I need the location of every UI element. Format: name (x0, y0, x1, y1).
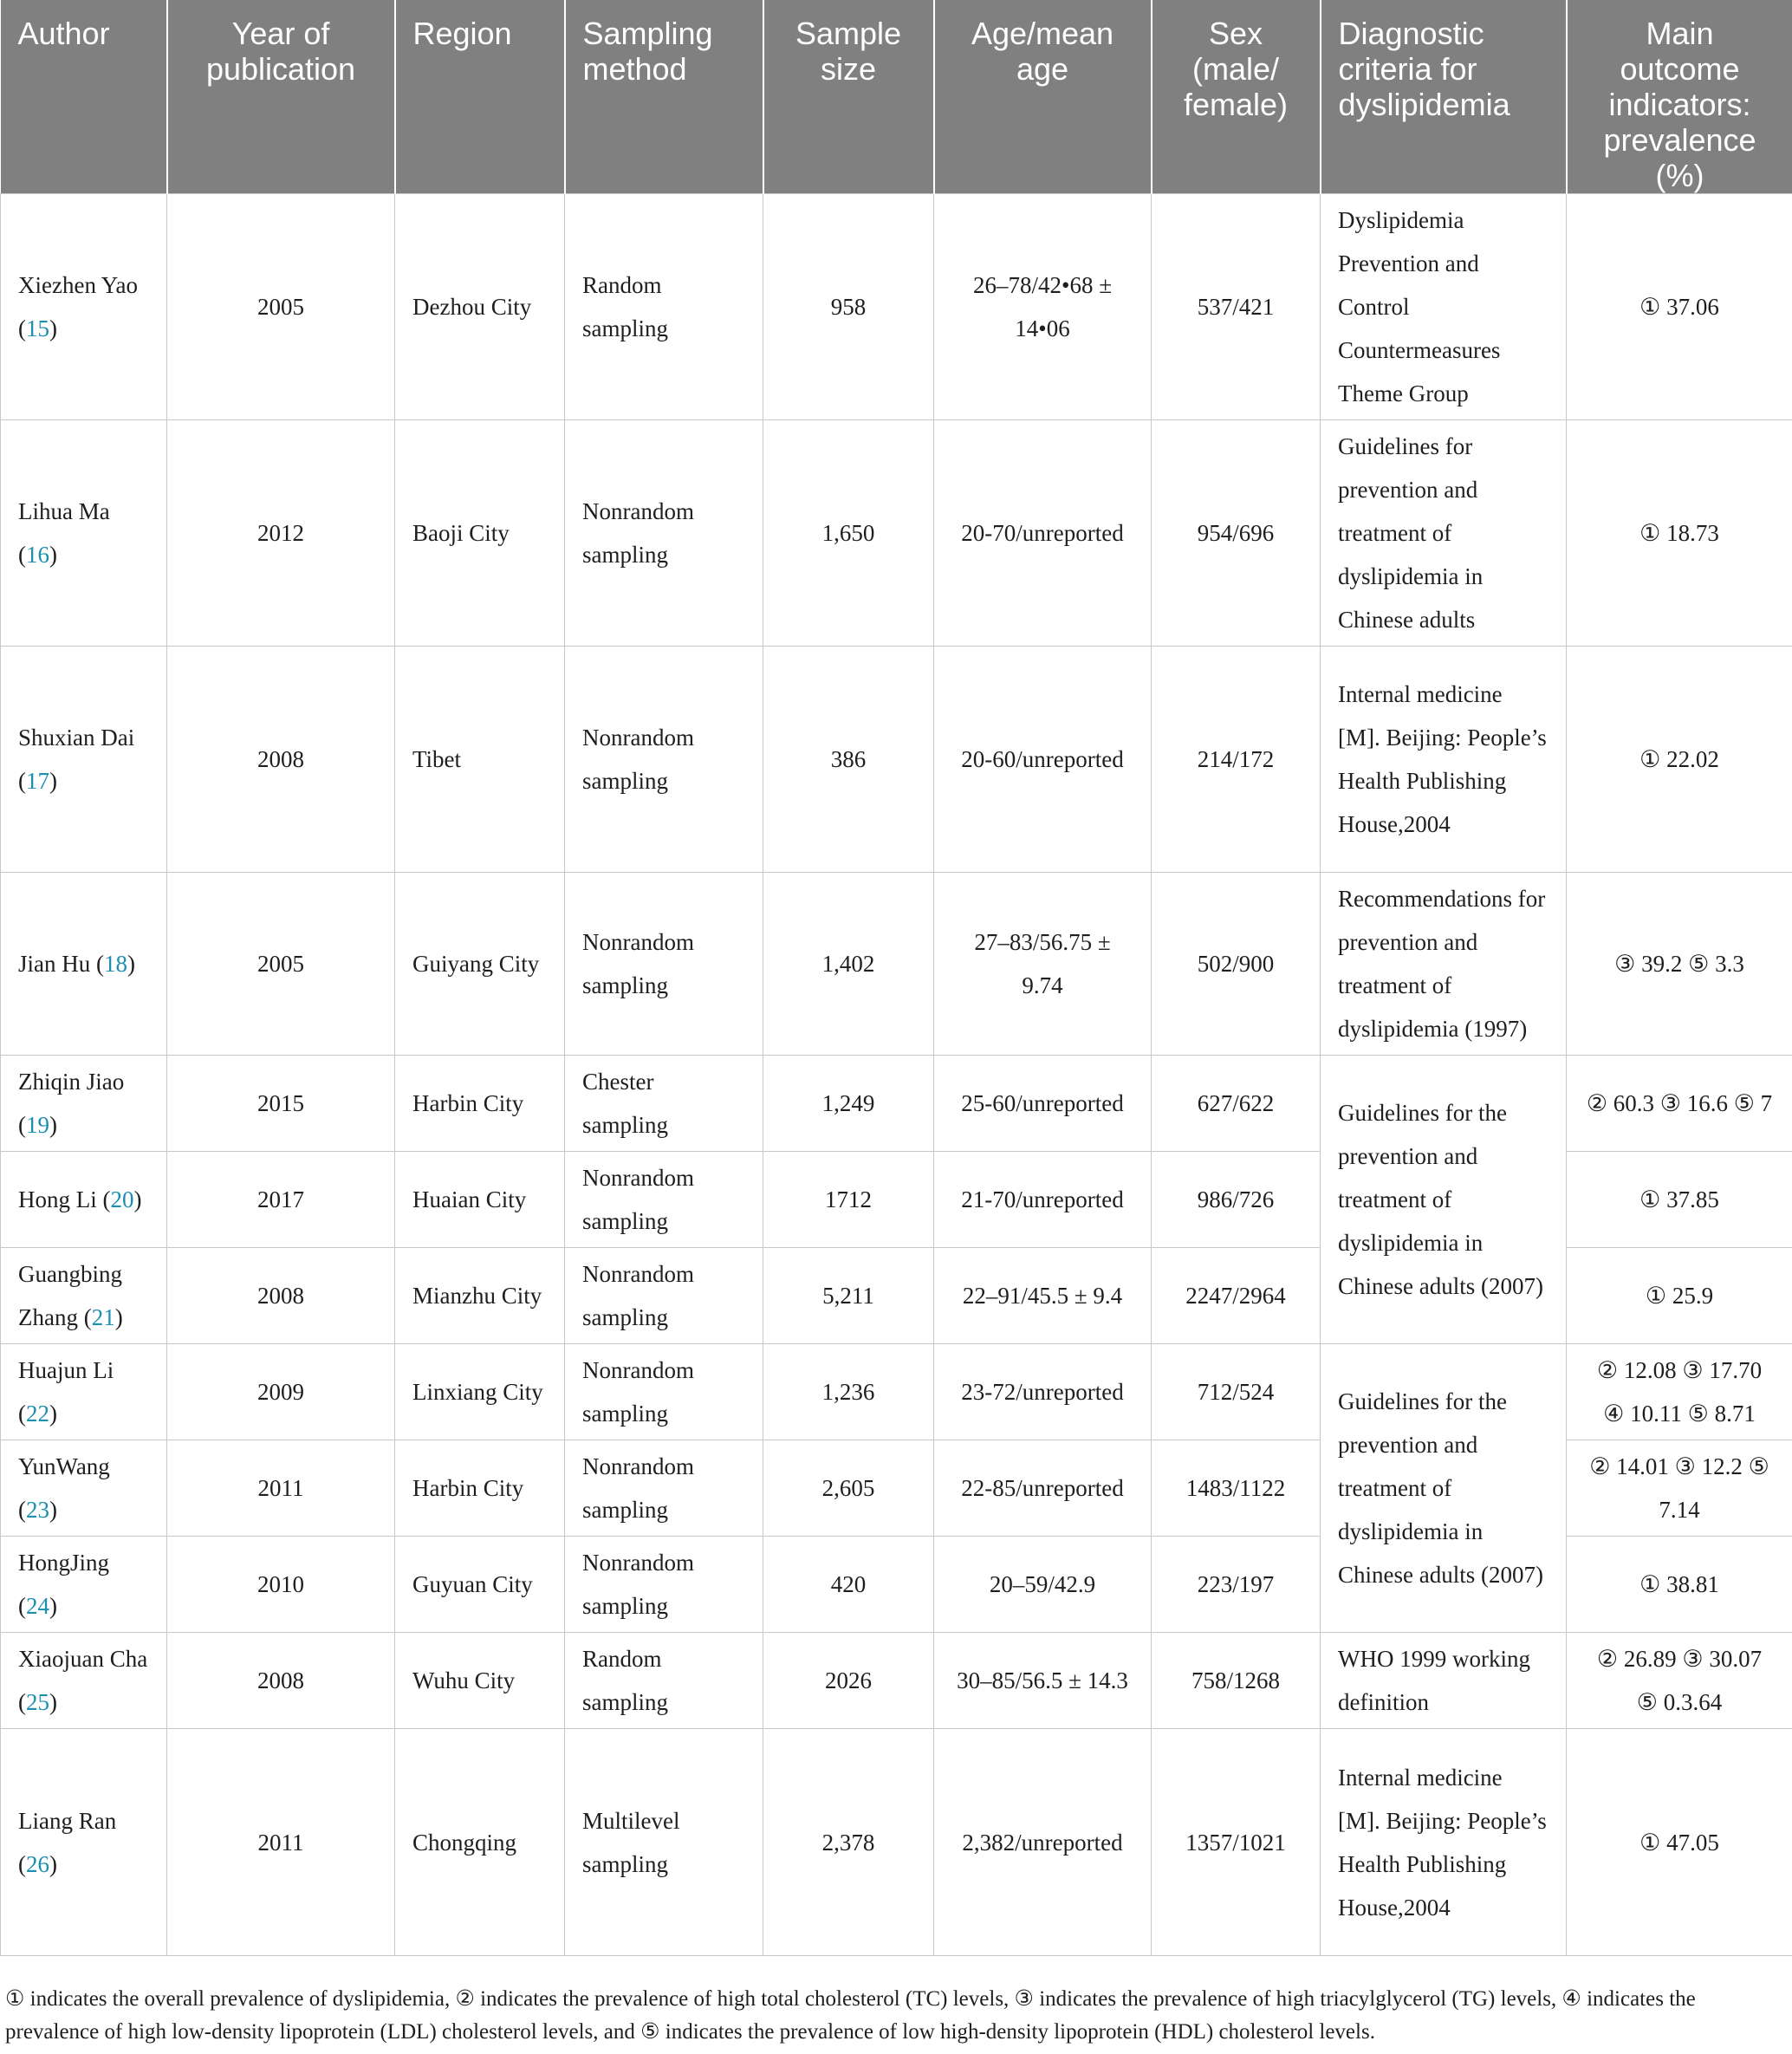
age-cell: 22-85/unreported (934, 1440, 1152, 1537)
sample-size-cell: 5,211 (763, 1248, 934, 1344)
year-cell: 2010 (167, 1537, 395, 1633)
year-cell: 2009 (167, 1344, 395, 1440)
sampling-method-cell: Chester sampling (565, 1056, 763, 1152)
author-name: Jian Hu (18, 951, 91, 977)
outcome-cell: ① 25.9 (1567, 1248, 1792, 1344)
sample-size-cell: 420 (763, 1537, 934, 1633)
age-cell: 20–59/42.9 (934, 1537, 1152, 1633)
year-cell: 2011 (167, 1440, 395, 1537)
region-cell: Baoji City (395, 420, 565, 647)
author-cell: Jian Hu (18) (1, 873, 167, 1056)
header-sample-size: Sample size (763, 0, 934, 194)
author-cell: Lihua Ma (16) (1, 420, 167, 647)
sample-size-cell: 386 (763, 647, 934, 873)
author-name: Guangbing Zhang (18, 1261, 122, 1330)
sex-cell: 223/197 (1152, 1537, 1321, 1633)
author-name: Xiaojuan Cha (18, 1646, 148, 1672)
sex-cell: 627/622 (1152, 1056, 1321, 1152)
author-name: Zhiqin Jiao (18, 1069, 125, 1095)
sample-size-cell: 1,650 (763, 420, 934, 647)
sampling-method-cell: Nonrandom sampling (565, 420, 763, 647)
sample-size-cell: 2,378 (763, 1729, 934, 1956)
region-cell: Chongqing (395, 1729, 565, 1956)
author-cell: Shuxian Dai (17) (1, 647, 167, 873)
author-cell: Liang Ran (26) (1, 1729, 167, 1956)
criteria-cell: Internal medicine [M]. Beijing: People’s Health Publishing House,2004 (1321, 1729, 1567, 1956)
criteria-cell: Recommendations for prevention and treatment of dyslipidemia (1997) (1321, 873, 1567, 1056)
sampling-method-cell: Nonrandom sampling (565, 1440, 763, 1537)
outcome-cell: ② 60.3 ③ 16.6 ⑤ 7 (1567, 1056, 1792, 1152)
region-cell: Huaian City (395, 1152, 565, 1248)
reference-link[interactable]: 17 (26, 768, 49, 794)
table-row (1, 420, 1792, 647)
age-cell: 2,382/unreported (934, 1729, 1152, 1956)
author-name: Hong Li (18, 1186, 97, 1212)
sampling-method-cell: Nonrandom sampling (565, 873, 763, 1056)
table-row (1, 1056, 1792, 1152)
age-cell: 22–91/45.5 ± 9.4 (934, 1248, 1152, 1344)
table-row (1, 647, 1792, 873)
author-cell: Huajun Li (22) (1, 1344, 167, 1440)
reference-link[interactable]: 24 (26, 1593, 49, 1619)
year-cell: 2005 (167, 194, 395, 420)
outcome-cell: ② 14.01 ③ 12.2 ⑤ 7.14 (1567, 1440, 1792, 1537)
header-sampling-method: Sampling method (565, 0, 763, 194)
table-row (1, 1633, 1792, 1729)
region-cell: Guyuan City (395, 1537, 565, 1633)
sample-size-cell: 1,236 (763, 1344, 934, 1440)
year-cell: 2012 (167, 420, 395, 647)
header-sex: Sex (male/ female) (1152, 0, 1321, 194)
age-cell: 21-70/unreported (934, 1152, 1152, 1248)
region-cell: Linxiang City (395, 1344, 565, 1440)
header-age: Age/mean age (934, 0, 1152, 194)
sampling-method-cell: Nonrandom sampling (565, 1152, 763, 1248)
year-cell: 2008 (167, 1633, 395, 1729)
criteria-cell: Dyslipidemia Prevention and Control Countermeasures Theme Group (1321, 194, 1567, 420)
author-name: Liang Ran (18, 1807, 117, 1834)
outcome-cell: ① 47.05 (1567, 1729, 1792, 1956)
sampling-method-cell: Nonrandom sampling (565, 1248, 763, 1344)
author-name: HongJing (18, 1550, 110, 1576)
sex-cell: 502/900 (1152, 873, 1321, 1056)
author-name: Lihua Ma (18, 498, 110, 524)
year-cell: 2011 (167, 1729, 395, 1956)
author-name: YunWang (18, 1453, 110, 1479)
criteria-cell: WHO 1999 working definition (1321, 1633, 1567, 1729)
age-cell: 26–78/42•68 ± 14•06 (934, 194, 1152, 420)
table-row (1, 1729, 1792, 1956)
author-name: Shuxian Dai (18, 725, 135, 751)
sex-cell: 214/172 (1152, 647, 1321, 873)
criteria-cell: Internal medicine [M]. Beijing: People’s Health Publishing House,2004 (1321, 647, 1567, 873)
region-cell: Wuhu City (395, 1633, 565, 1729)
author-cell: Xiaojuan Cha (25) (1, 1633, 167, 1729)
age-cell: 23-72/unreported (934, 1344, 1152, 1440)
sex-cell: 537/421 (1152, 194, 1321, 420)
sample-size-cell: 1712 (763, 1152, 934, 1248)
table-row (1, 1344, 1792, 1440)
table-footnote: ① indicates the overall prevalence of dyslipidemia, ② indicates the prevalence of high total cholesterol (TC) levels, ③ indicates the prevalence of high triacylglycerol (TG) levels, ④ indicates the prevalence of high low-density lipoprotein (LDL) cholesterol levels, and ⑤ indicates the prevalence of low high-density lipoprotein (HDL) cholesterol levels. (5, 1987, 1696, 2044)
header-outcome: Main outcome indicators: prevalence (%) (1567, 0, 1792, 194)
reference-link[interactable]: 15 (26, 315, 49, 341)
outcome-cell: ① 18.73 (1567, 420, 1792, 647)
year-cell: 2005 (167, 873, 395, 1056)
sampling-method-cell: Nonrandom sampling (565, 1344, 763, 1440)
outcome-cell: ② 12.08 ③ 17.70 ④ 10.11 ⑤ 8.71 (1567, 1344, 1792, 1440)
reference-link[interactable]: 23 (26, 1497, 49, 1523)
sex-cell: 758/1268 (1152, 1633, 1321, 1729)
year-cell: 2008 (167, 1248, 395, 1344)
header-region: Region (395, 0, 565, 194)
sex-cell: 1483/1122 (1152, 1440, 1321, 1537)
reference-link[interactable]: 18 (104, 951, 127, 977)
region-cell: Harbin City (395, 1056, 565, 1152)
sample-size-cell: 2,605 (763, 1440, 934, 1537)
year-cell: 2008 (167, 647, 395, 873)
outcome-cell: ③ 39.2 ⑤ 3.3 (1567, 873, 1792, 1056)
author-name: Xiezhen Yao (18, 272, 138, 298)
age-cell: 20-70/unreported (934, 420, 1152, 647)
author-cell: Hong Li (20) (1, 1152, 167, 1248)
outcome-cell: ① 37.06 (1567, 194, 1792, 420)
year-cell: 2015 (167, 1056, 395, 1152)
criteria-cell: Guidelines for the prevention and treatment of dyslipidemia in Chinese adults (2007) (1321, 1056, 1567, 1344)
table-row (1, 873, 1792, 1056)
sampling-method-cell: Random sampling (565, 1633, 763, 1729)
reference-link[interactable]: 21 (91, 1304, 115, 1330)
sampling-method-cell: Nonrandom sampling (565, 647, 763, 873)
outcome-cell: ① 38.81 (1567, 1537, 1792, 1633)
reference-link[interactable]: 19 (26, 1112, 49, 1138)
table-header-row (1, 0, 1792, 194)
author-cell: HongJing (24) (1, 1537, 167, 1633)
sampling-method-cell: Nonrandom sampling (565, 1537, 763, 1633)
sampling-method-cell: Multilevel sampling (565, 1729, 763, 1956)
sex-cell: 2247/2964 (1152, 1248, 1321, 1344)
author-name: Huajun Li (18, 1357, 114, 1383)
age-cell: 30–85/56.5 ± 14.3 (934, 1633, 1152, 1729)
reference-link[interactable]: 16 (26, 542, 49, 568)
outcome-cell: ① 22.02 (1567, 647, 1792, 873)
reference-link[interactable]: 20 (110, 1186, 134, 1212)
sex-cell: 986/726 (1152, 1152, 1321, 1248)
criteria-cell: Guidelines for prevention and treatment of dyslipidemia in Chinese adults (1321, 420, 1567, 647)
outcome-cell: ① 37.85 (1567, 1152, 1792, 1248)
reference-link[interactable]: 25 (26, 1689, 49, 1715)
region-cell: Tibet (395, 647, 565, 873)
sample-size-cell: 2026 (763, 1633, 934, 1729)
region-cell: Harbin City (395, 1440, 565, 1537)
author-cell: Guangbing Zhang (21) (1, 1248, 167, 1344)
header-diagnostic-criteria: Diagnostic criteria for dyslipidemia (1321, 0, 1567, 194)
header-year: Year of publication (167, 0, 395, 194)
region-cell: Dezhou City (395, 194, 565, 420)
sex-cell: 712/524 (1152, 1344, 1321, 1440)
sample-size-cell: 1,402 (763, 873, 934, 1056)
table-row (1, 194, 1792, 420)
sampling-method-cell: Random sampling (565, 194, 763, 420)
reference-link[interactable]: 26 (26, 1850, 49, 1877)
criteria-cell: Guidelines for the prevention and treatment of dyslipidemia in Chinese adults (2007) (1321, 1344, 1567, 1633)
reference-link[interactable]: 22 (26, 1401, 49, 1427)
sample-size-cell: 958 (763, 194, 934, 420)
outcome-cell: ② 26.89 ③ 30.07 ⑤ 0.3.64 (1567, 1633, 1792, 1729)
age-cell: 27–83/56.75 ± 9.74 (934, 873, 1152, 1056)
sex-cell: 954/696 (1152, 420, 1321, 647)
age-cell: 25-60/unreported (934, 1056, 1152, 1152)
sample-size-cell: 1,249 (763, 1056, 934, 1152)
author-cell: YunWang (23) (1, 1440, 167, 1537)
sex-cell: 1357/1021 (1152, 1729, 1321, 1956)
year-cell: 2017 (167, 1152, 395, 1248)
region-cell: Mianzhu City (395, 1248, 565, 1344)
region-cell: Guiyang City (395, 873, 565, 1056)
age-cell: 20-60/unreported (934, 647, 1152, 873)
author-cell: Zhiqin Jiao (19) (1, 1056, 167, 1152)
author-cell: Xiezhen Yao (15) (1, 194, 167, 420)
header-author: Author (1, 0, 167, 194)
